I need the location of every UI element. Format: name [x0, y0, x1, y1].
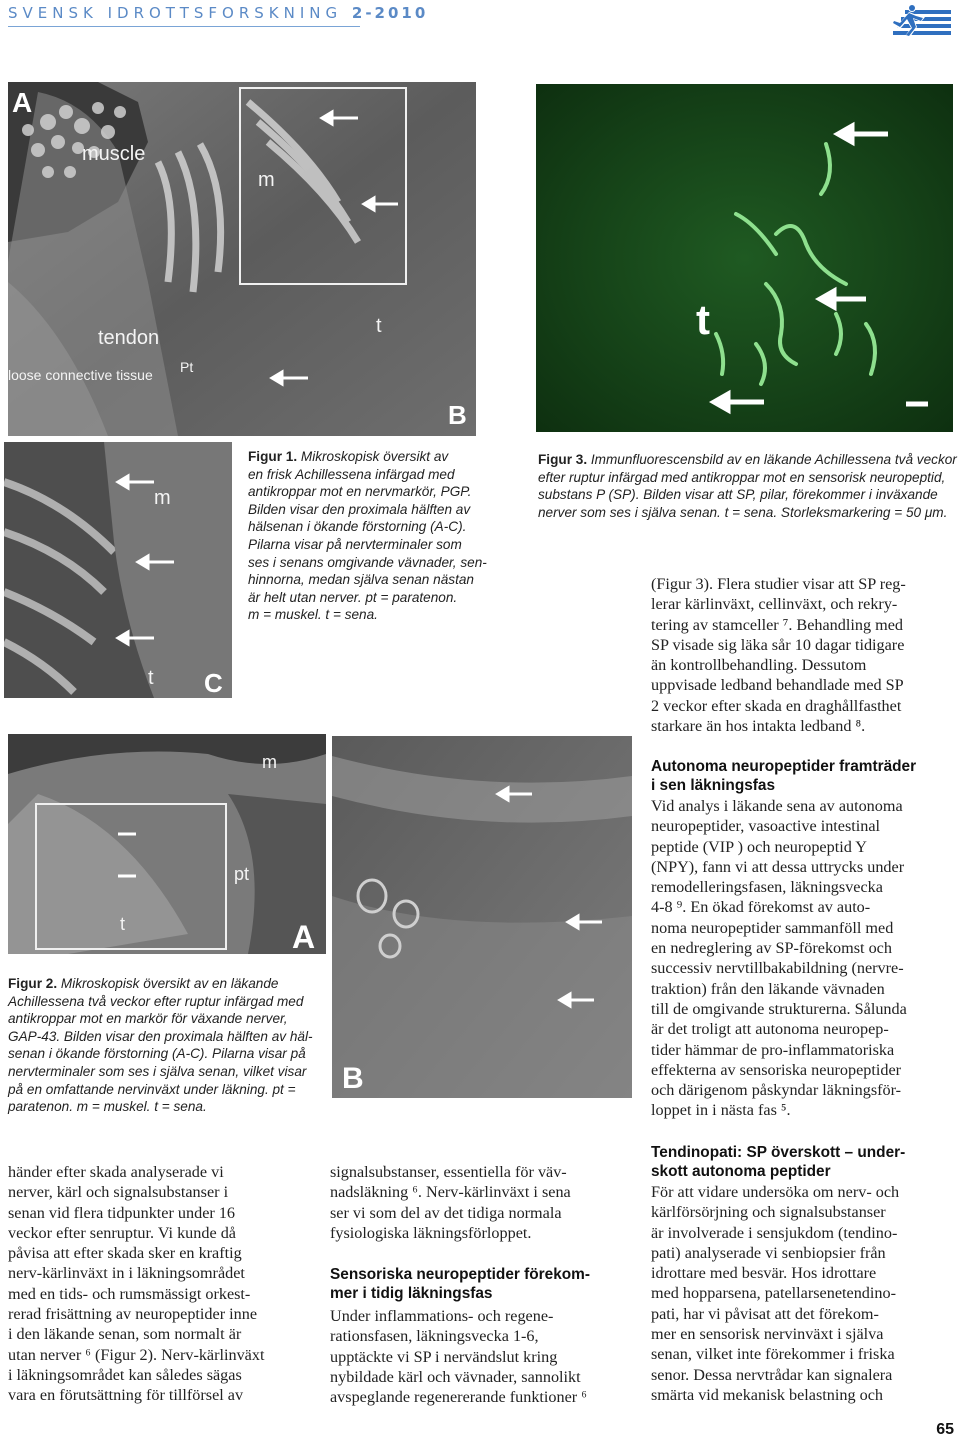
journal-header	[8, 4, 428, 22]
text-line: veckor efter senruptur. Vi kunde då	[8, 1223, 236, 1242]
text-line: lerar kärlinväxt, cellinväxt, och rekry-	[651, 595, 898, 614]
text-line: med hopparsena, patellarsenetendino-	[651, 1284, 896, 1303]
text-line: rerad frisättning av neuropeptider inne	[8, 1305, 258, 1324]
right-column-intro	[651, 574, 956, 736]
text-line: 4-8 ⁹. En ökad förekomst av auto-	[651, 898, 871, 917]
text-line: successiv nervtillbakabildning (nervre-	[651, 959, 904, 978]
figure2-panel-b-image	[332, 736, 632, 1098]
text-line: signalsubstanser, essentiella för väv-	[330, 1163, 567, 1181]
text-line: pati) analyserade vi senbiopsier från	[651, 1243, 886, 1262]
caption-line: nerver som ses i själva senan. t = sena. Storleksmarkering = 50 μm.	[538, 504, 948, 520]
text-line: remodelleringsfasen, läkningsvecka	[651, 878, 883, 897]
text-line: Vid analys i läkande sena av autonoma	[651, 797, 903, 815]
heading-line: mer i tidig läkningsfas	[330, 1284, 493, 1302]
label-pt: Pt	[180, 359, 194, 375]
text-line: är det troligt att autonoma neuropep-	[651, 1020, 889, 1039]
middle-column-para	[330, 1306, 642, 1407]
heading-line: Autonoma neuropeptider framträder	[651, 758, 917, 775]
middle-column-intro	[330, 1162, 642, 1243]
header-rule	[8, 26, 360, 27]
figure3-caption	[538, 451, 958, 521]
figure2-panel-b-letter: B	[342, 1062, 364, 1095]
caption-line: hinnorna, medan själva senan nästan	[248, 572, 474, 588]
panel-c-label-t: t	[148, 667, 154, 689]
caption-line: antikroppar mot en markör för växande nerver,	[8, 1011, 288, 1027]
label-muscle: muscle	[82, 143, 146, 165]
text-line: peptide (VIP ) och neuropeptid Y	[651, 837, 867, 856]
heading-line: skott autonoma peptider	[651, 1162, 831, 1180]
journal-name: SVENSK IDROTTSFORSKNING	[8, 4, 343, 22]
figure1-panel-c-letter: C	[204, 668, 223, 698]
caption-line: senan i ökande förstorning (A-C). Pilarna visar på	[8, 1046, 306, 1062]
caption-line: är helt utan nerver. pt = paratenon.	[248, 589, 458, 605]
text-line: 2 veckor efter skada en draghållfasthet	[651, 696, 902, 715]
figure2-caption	[8, 975, 328, 1116]
section-heading-tendinopati	[651, 1144, 956, 1181]
text-line: Under inflammations- och regene-	[330, 1307, 554, 1325]
right-column-para2	[651, 1182, 956, 1405]
text-line: uppvisade ledband behandlade med SP	[651, 676, 904, 695]
text-line: kärlförsörjning och signalsubstanser	[651, 1203, 886, 1222]
text-line: och därigenom påskyndar läkningsför-	[651, 1081, 902, 1100]
caption-line: m = muskel. t = sena.	[248, 607, 378, 623]
fig2a-label-pt: pt	[234, 864, 250, 884]
figure3-caption-label: Figur 3.	[538, 452, 588, 467]
text-line: rationsfasen, läkningsvecka 1-6,	[330, 1327, 539, 1346]
text-line: effekterna av sensoriska neuropeptider	[651, 1060, 902, 1079]
label-m: m	[258, 169, 275, 191]
text-line: pati, har vi påvisat att det förekom-	[651, 1304, 879, 1323]
caption-line: Achillessena två veckor efter ruptur infärgad med	[8, 993, 304, 1009]
text-line: en nedreglering av SP-förekomst och	[651, 939, 892, 958]
figure3-image	[536, 84, 953, 432]
caption-line: substans P (SP). Bilden visar att SP, pilar, förekommer i inväxande	[538, 487, 938, 503]
text-line: SP visade sig läka sår 10 dagar tidigare	[651, 635, 905, 654]
caption-line: antikroppar mot en nervmarkör, PGP.	[248, 484, 472, 500]
text-line: För att vidare undersöka om nerv- och	[651, 1183, 900, 1201]
panel-c-label-m: m	[154, 487, 171, 509]
caption-line: Bilden visar den proximala hälften av	[248, 501, 471, 517]
text-line: nerv-kärlinväxt in i läkningsområdet	[8, 1264, 245, 1283]
text-line: idrottare med besvär. Hos idrottare	[651, 1264, 877, 1283]
text-line: noma neuropeptider sammanföll med	[651, 918, 894, 937]
text-line: starkare än hos intakta ledband ⁸.	[651, 717, 866, 736]
text-line: nadsläkning ⁶. Nerv-kärlinväxt i sena	[330, 1183, 571, 1202]
text-line: till de omgivande strukturerna. Sålunda	[651, 999, 907, 1018]
text-line: (NPY), fann vi att dessa uttrycks under	[651, 857, 905, 876]
label-t: t	[376, 315, 382, 337]
heading-line: i sen läkningsfas	[651, 776, 776, 794]
figure1-caption	[248, 448, 498, 624]
figure2-panel-a-letter: A	[292, 919, 316, 954]
right-column-para1	[651, 796, 956, 1121]
label-tendon: tendon	[98, 327, 160, 349]
caption-line: paratenon. m = muskel. t = sena.	[8, 1099, 207, 1115]
caption-line: på en omfattande nervinväxt under läkning. pt =	[8, 1081, 296, 1097]
figure2-caption-label: Figur 2.	[8, 976, 58, 991]
text-line: tering av stamceller ⁷. Behandling med	[651, 615, 903, 634]
left-column-text	[8, 1162, 320, 1406]
text-line: nybildade kärl och vävnader, sannolikt	[330, 1367, 581, 1386]
text-line: i den läkande senan, som normalt är	[8, 1325, 242, 1344]
caption-line: Immunfluorescensbild av en läkande Achillessena två veckor	[590, 452, 957, 467]
text-line: i läkningsområdet kan således sägas	[8, 1365, 242, 1384]
text-line: än kontrollbehandling. Dessutom	[651, 656, 867, 675]
caption-line: hälsenan i ökande förstorning (A-C).	[248, 519, 467, 535]
caption-line: Mikroskopisk översikt av en läkande	[60, 976, 279, 991]
text-line: upptäckte vi SP i nervändslut kring	[330, 1347, 558, 1366]
caption-line: ses i senans omgivande vävnader, sen-	[248, 554, 487, 570]
text-line: senor. Dessa nervtrådar kan signalera	[651, 1365, 893, 1384]
fig2a-label-t: t	[120, 914, 126, 934]
section-heading-autonoma	[651, 758, 956, 795]
figure3-label-t: t	[696, 296, 710, 343]
runner-logo-icon	[885, 2, 953, 38]
text-line: händer efter skada analyserade vi	[8, 1163, 224, 1181]
label-loose-connective-tissue: loose connective tissue	[8, 367, 153, 383]
text-line: med en tids- och rumsmässigt orkest-	[8, 1284, 251, 1303]
caption-line: GAP-43. Bilden visar den proximala hälften av häl-	[8, 1028, 313, 1044]
heading-line: Tendinopati: SP överskott – under-	[651, 1144, 906, 1161]
caption-line: efter ruptur infärgad med antikroppar mot en sensorisk neuropeptid,	[538, 469, 946, 485]
section-heading-sensoriska	[330, 1266, 642, 1303]
text-line: avspeglande regenererande funktioner ⁶	[330, 1388, 587, 1407]
figure1-panel-c-image	[4, 442, 232, 698]
fig2a-label-m: m	[262, 752, 277, 772]
caption-line: nervterminaler som ses i själva senan, vilket visar	[8, 1063, 307, 1079]
page-number: 65	[936, 1421, 954, 1438]
text-line: utan nerver ⁶ (Figur 2). Nerv-kärlinväxt	[8, 1345, 265, 1364]
text-line: vara en förutsättning för tillförsel av	[8, 1386, 244, 1405]
text-line: loppet in i nästa fas ⁵.	[651, 1101, 791, 1120]
text-line: traktion) från den läkande vävnaden	[651, 979, 885, 998]
figure1-panel-a-image	[8, 82, 476, 436]
text-line: nerver, kärl och signalsubstanser i	[8, 1183, 229, 1202]
text-line: ser vi som del av det tidiga normala	[330, 1203, 562, 1222]
caption-line: en frisk Achillessena infärgad med	[248, 466, 455, 482]
figure2-panel-a-image	[8, 734, 326, 954]
text-line: senan, vilket inte förekommer i friska	[651, 1345, 895, 1364]
caption-line: Pilarna visar på nervterminaler som	[248, 536, 462, 552]
text-line: är involverade i sensjukdom (tendino-	[651, 1223, 898, 1242]
figure1-caption-label: Figur 1.	[248, 449, 298, 464]
text-line: neuropeptider, vasoactive intestinal	[651, 817, 881, 836]
heading-line: Sensoriska neuropeptider förekom-	[330, 1266, 590, 1283]
caption-line: Mikroskopisk översikt av	[300, 449, 449, 464]
text-line: fysiologiska läkningsförloppet.	[330, 1223, 532, 1242]
text-line: smärta vid mekanisk belastning och	[651, 1385, 883, 1404]
text-line: mer en sensorisk nervinväxt i själva	[651, 1325, 884, 1344]
text-line: (Figur 3). Flera studier visar att SP reg-	[651, 575, 906, 593]
text-line: senan vid flera tidpunkter under 16	[8, 1203, 236, 1222]
figure1-panel-b-letter: B	[448, 400, 467, 430]
text-line: tider hämmar de pro-inflammatoriska	[651, 1040, 895, 1059]
figure1-panel-a-letter: A	[12, 87, 33, 118]
text-line: påvisa att efter skada sker en kraftig	[8, 1244, 242, 1263]
issue-number: 2-2010	[351, 4, 429, 22]
